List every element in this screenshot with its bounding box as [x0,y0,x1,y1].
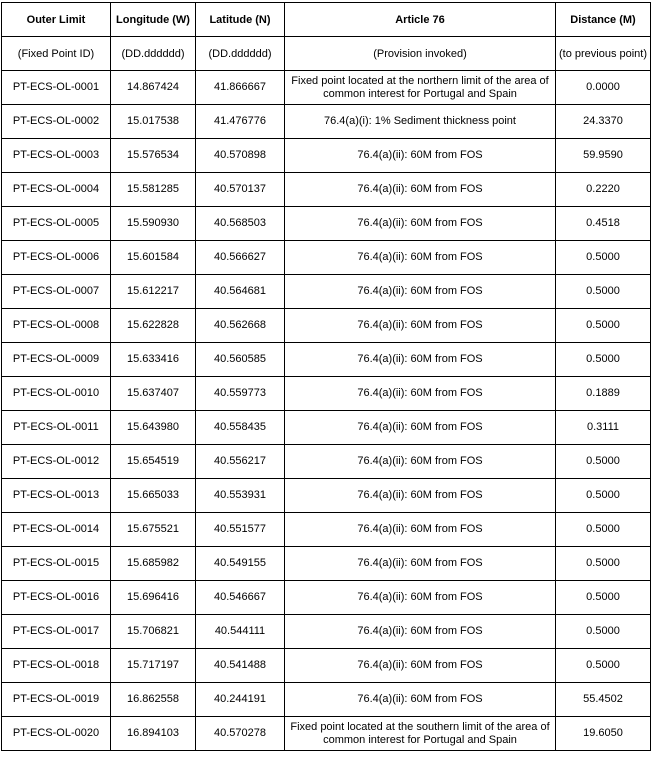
provision-cell: 76.4(a)(ii): 60M from FOS [285,581,556,615]
longitude-cell: 15.696416 [111,581,196,615]
longitude-cell: 15.633416 [111,343,196,377]
provision-cell: 76.4(a)(ii): 60M from FOS [285,377,556,411]
distance-cell: 0.3111 [556,411,651,445]
distance-cell: 0.5000 [556,615,651,649]
distance-cell: 0.5000 [556,343,651,377]
fixed-point-id-cell: PT-ECS-OL-0003 [2,139,111,173]
latitude-cell: 40.546667 [196,581,285,615]
distance-cell: 0.5000 [556,445,651,479]
table-row [2,275,651,309]
latitude-cell: 40.562668 [196,309,285,343]
longitude-cell: 15.717197 [111,649,196,683]
distance-cell: 59.9590 [556,139,651,173]
latitude-cell: 40.559773 [196,377,285,411]
distance-cell: 0.5000 [556,547,651,581]
provision-cell: 76.4(a)(ii): 60M from FOS [285,241,556,275]
longitude-cell: 15.017538 [111,105,196,139]
table-row [2,649,651,683]
latitude-cell: 40.549155 [196,547,285,581]
fixed-point-id-cell: PT-ECS-OL-0008 [2,309,111,343]
fixed-point-id-cell: PT-ECS-OL-0012 [2,445,111,479]
provision-cell: Fixed point located at the northern limit of the area of common interest for Portugal and Spain [285,71,556,105]
longitude-cell: 16.894103 [111,717,196,751]
longitude-cell: 15.581285 [111,173,196,207]
distance-cell: 0.1889 [556,377,651,411]
longitude-cell: 15.637407 [111,377,196,411]
distance-cell: 0.4518 [556,207,651,241]
table-row [2,207,651,241]
latitude-cell: 40.560585 [196,343,285,377]
provision-cell: 76.4(a)(ii): 60M from FOS [285,411,556,445]
provision-cell: 76.4(a)(ii): 60M from FOS [285,275,556,309]
table-row [2,309,651,343]
table-row [2,615,651,649]
subheader-provision: (Provision invoked) [285,37,556,71]
subheader-longitude-format: (DD.dddddd) [111,37,196,71]
header-distance: Distance (M) [556,3,651,37]
fixed-point-id-cell: PT-ECS-OL-0007 [2,275,111,309]
latitude-cell: 40.553931 [196,479,285,513]
longitude-cell: 16.862558 [111,683,196,717]
fixed-point-id-cell: PT-ECS-OL-0001 [2,71,111,105]
latitude-cell: 40.570278 [196,717,285,751]
distance-cell: 0.5000 [556,241,651,275]
distance-cell: 19.6050 [556,717,651,751]
fixed-point-id-cell: PT-ECS-OL-0016 [2,581,111,615]
provision-cell: 76.4(a)(ii): 60M from FOS [285,683,556,717]
table-row [2,683,651,717]
latitude-cell: 40.541488 [196,649,285,683]
provision-cell: 76.4(a)(ii): 60M from FOS [285,139,556,173]
provision-cell: 76.4(a)(ii): 60M from FOS [285,173,556,207]
fixed-point-id-cell: PT-ECS-OL-0011 [2,411,111,445]
fixed-point-id-cell: PT-ECS-OL-0002 [2,105,111,139]
latitude-cell: 40.570137 [196,173,285,207]
table-row [2,173,651,207]
longitude-cell: 15.590930 [111,207,196,241]
provision-cell: 76.4(a)(ii): 60M from FOS [285,445,556,479]
provision-cell: 76.4(a)(ii): 60M from FOS [285,649,556,683]
table-row [2,139,651,173]
table-row [2,377,651,411]
table-row [2,71,651,105]
table-row [2,343,651,377]
fixed-point-id-cell: PT-ECS-OL-0017 [2,615,111,649]
provision-cell: 76.4(a)(ii): 60M from FOS [285,343,556,377]
provision-cell: 76.4(a)(i): 1% Sediment thickness point [285,105,556,139]
provision-cell: 76.4(a)(ii): 60M from FOS [285,479,556,513]
longitude-cell: 15.612217 [111,275,196,309]
provision-cell: 76.4(a)(ii): 60M from FOS [285,513,556,547]
fixed-point-id-cell: PT-ECS-OL-0018 [2,649,111,683]
distance-cell: 55.4502 [556,683,651,717]
longitude-cell: 14.867424 [111,71,196,105]
distance-cell: 0.5000 [556,275,651,309]
fixed-point-id-cell: PT-ECS-OL-0014 [2,513,111,547]
longitude-cell: 15.643980 [111,411,196,445]
subheader-fixed-point-id: (Fixed Point ID) [2,37,111,71]
subheader-distance-note: (to previous point) [556,37,651,71]
fixed-point-id-cell: PT-ECS-OL-0009 [2,343,111,377]
fixed-point-id-cell: PT-ECS-OL-0013 [2,479,111,513]
header-outer-limit: Outer Limit [2,3,111,37]
fixed-point-id-cell: PT-ECS-OL-0019 [2,683,111,717]
table-row [2,581,651,615]
table-row [2,479,651,513]
latitude-cell: 40.570898 [196,139,285,173]
table-row [2,717,651,751]
distance-cell: 0.0000 [556,71,651,105]
table-row [2,105,651,139]
table-row [2,445,651,479]
latitude-cell: 40.564681 [196,275,285,309]
fixed-point-id-cell: PT-ECS-OL-0005 [2,207,111,241]
provision-cell: 76.4(a)(ii): 60M from FOS [285,547,556,581]
provision-cell: Fixed point located at the southern limit of the area of common interest for Portugal and Spain [285,717,556,751]
header-article-76: Article 76 [285,3,556,37]
longitude-cell: 15.622828 [111,309,196,343]
latitude-cell: 40.568503 [196,207,285,241]
table-row [2,513,651,547]
table-row [2,547,651,581]
latitude-cell: 41.476776 [196,105,285,139]
table-body [2,71,651,751]
fixed-point-id-cell: PT-ECS-OL-0004 [2,173,111,207]
distance-cell: 24.3370 [556,105,651,139]
distance-cell: 0.2220 [556,173,651,207]
longitude-cell: 15.706821 [111,615,196,649]
subheader-latitude-format: (DD.dddddd) [196,37,285,71]
outer-limit-points-table [1,2,651,751]
header-longitude: Longitude (W) [111,3,196,37]
longitude-cell: 15.685982 [111,547,196,581]
fixed-point-id-cell: PT-ECS-OL-0020 [2,717,111,751]
latitude-cell: 40.544111 [196,615,285,649]
latitude-cell: 41.866667 [196,71,285,105]
fixed-point-id-cell: PT-ECS-OL-0010 [2,377,111,411]
table-row [2,411,651,445]
provision-cell: 76.4(a)(ii): 60M from FOS [285,207,556,241]
distance-cell: 0.5000 [556,581,651,615]
latitude-cell: 40.551577 [196,513,285,547]
latitude-cell: 40.244191 [196,683,285,717]
longitude-cell: 15.654519 [111,445,196,479]
fixed-point-id-cell: PT-ECS-OL-0015 [2,547,111,581]
fixed-point-id-cell: PT-ECS-OL-0006 [2,241,111,275]
provision-cell: 76.4(a)(ii): 60M from FOS [285,615,556,649]
distance-cell: 0.5000 [556,513,651,547]
distance-cell: 0.5000 [556,479,651,513]
subheader-row [2,37,651,71]
longitude-cell: 15.601584 [111,241,196,275]
table-row [2,241,651,275]
latitude-cell: 40.558435 [196,411,285,445]
header-row [2,3,651,37]
header-latitude: Latitude (N) [196,3,285,37]
longitude-cell: 15.665033 [111,479,196,513]
latitude-cell: 40.556217 [196,445,285,479]
distance-cell: 0.5000 [556,649,651,683]
provision-cell: 76.4(a)(ii): 60M from FOS [285,309,556,343]
longitude-cell: 15.675521 [111,513,196,547]
distance-cell: 0.5000 [556,309,651,343]
longitude-cell: 15.576534 [111,139,196,173]
latitude-cell: 40.566627 [196,241,285,275]
